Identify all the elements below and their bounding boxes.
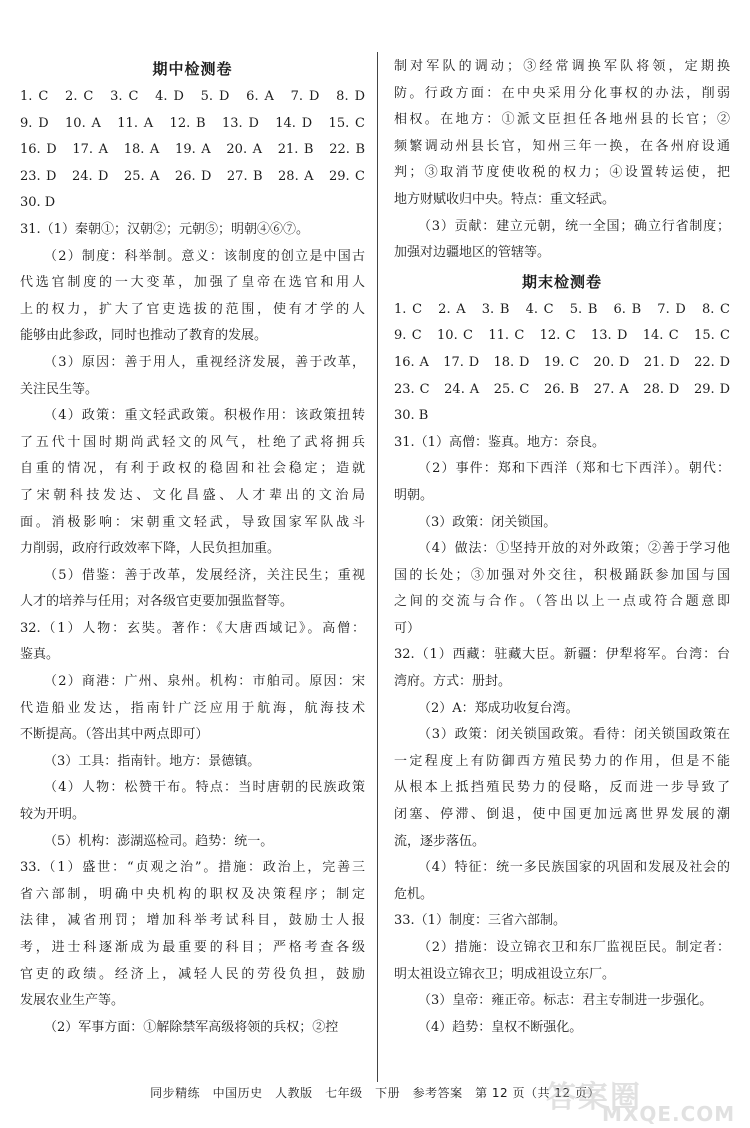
answer-line: 32.（1）人物：玄奘。著作：《大唐西域记》。高僧： (20, 620, 365, 636)
answer-line: 力削弱，政府行政效率下降，人民负担加重。 (20, 541, 281, 557)
answer-line: （3）政策：闭关锁国政策。看待：闭关锁国政策在 (418, 727, 730, 743)
midterm-heading: 期中检测卷 (152, 60, 233, 78)
answer-line: 国的长处；③加强对外交往，积极踊跃参加国与国 (394, 567, 730, 583)
answer-line: 较为开明。 (20, 807, 86, 823)
answer-line: 31.（1）秦朝①；汉朝②；元朝⑤；明朝④⑥⑦。 (20, 221, 309, 237)
answer-line: （4）人物：松赞干布。特点：当时唐朝的民族政策 (44, 780, 365, 796)
answer-line: （4）做法：①坚持开放的对外政策；②善于学习他 (418, 541, 730, 557)
answer-line: 之间的交流与合作。（答出以上一点或符合题意即 (394, 594, 730, 610)
answer-line: 23. D 24. D 25. A 26. D 27. B 28. A 29. C (20, 168, 365, 184)
answer-line: 省六部制，明确中央机构的职权及决策程序；制定 (20, 886, 365, 902)
answer-line: （4）政策：重文轻武政策。积极作用：该政策扭转 (44, 408, 365, 424)
answer-line: 33.（1）盛世：“贞观之治”。措施：政治上，完善三 (20, 860, 365, 876)
answer-line: 32.（1）西藏：驻藏大臣。新疆：伊犁将军。台湾：台 (394, 647, 730, 663)
answer-line: （2）措施：设立锦衣卫和东厂监视臣民。制定者： (418, 940, 730, 955)
final-exam-heading: 期末检测卷 (521, 272, 602, 291)
answer-line: 不断提高。（答出其中两点即可） (20, 727, 209, 743)
answer-line: 发展农业生产等。 (20, 993, 125, 1009)
answer-line: 16. D 17. A 18. A 19. A 20. A 21. B 22. B (20, 142, 365, 158)
answer-line: 面。消极影响：宋朝重文轻武，导致国家军队战斗 (20, 514, 365, 530)
answer-line: 防。行政方面：在中央采用分化事权的办法，削弱 (394, 85, 730, 101)
answer-line: 关注民生等。 (20, 381, 99, 397)
answer-line: （2）事件：郑和下西洋（郑和七下西洋）。朝代： (418, 461, 730, 477)
answer-line: 官吏的政绩。经济上，减轻人民的劳役负担，鼓励 (20, 966, 365, 982)
answer-line: 了五代十国时期尚武轻文的风气，杜绝了武将拥兵 (20, 434, 365, 450)
answer-line: （3）政策：闭关锁国。 (418, 514, 557, 530)
column-divider (377, 52, 378, 1082)
answer-line: （2）A：郑成功收复台湾。 (418, 700, 579, 716)
left-answer-lines (20, 84, 365, 1041)
answer-line: （5）借鉴：善于改革，发展经济，关注民生；重视 (44, 567, 365, 583)
answer-line: 23. C 24. A 25. C 26. B 27. A 28. D 29. D (394, 381, 730, 397)
answer-line: （2）商港：广州、泉州。机构：市舶司。原因：宋 (44, 674, 365, 690)
answer-line: 明朝。 (394, 487, 434, 503)
answer-line: 危机。 (394, 886, 434, 902)
answer-line: 可） (394, 620, 421, 636)
answer-line: 从根本上抵挡殖民势力的侵略，反而进一步导致了 (394, 780, 730, 796)
answer-line: 判；③取消节度使收税的权力；④设置转运使，把 (394, 165, 730, 181)
right-column (394, 54, 730, 1041)
answer-line: （3）原因：善于用人，重视经济发展，善于改革， (44, 354, 365, 370)
answer-line: 制对军队的调动；③经常调换军队将领，定期换 (394, 59, 730, 74)
right-answer-lines (394, 297, 730, 1042)
answer-line: （4）趋势：皇权不断强化。 (418, 1019, 583, 1035)
answer-line: 1. C 2. C 3. C 4. D 5. D 6. A 7. D 8. D (20, 89, 365, 104)
watermark-brand: 答案圈 (546, 1080, 642, 1115)
answer-line: 闭塞、停滞、倒退，使中国更加远离世界发展的潮 (394, 807, 730, 823)
answer-line: 湾府。方式：册封。 (394, 674, 512, 690)
answer-line: 了宋朝科技发达、文化昌盛、人才辈出的文治局 (20, 487, 365, 503)
answer-line: 上的权力，扩大了官吏选拔的范围，使有才学的人 (20, 301, 365, 317)
answer-line: 9. C 10. C 11. C 12. C 13. D 14. C 15. C (394, 328, 730, 344)
watermark-site: MXQE.COM (602, 1102, 736, 1126)
page-footer: 同步精练 中国历史 人教版 七年级 下册 参考答案 第 12 页（共 12 页） (150, 1086, 600, 1100)
answer-line: 法律，减省刑罚；增加科举考试科目，鼓励士人报 (20, 913, 365, 929)
answer-line: 33.（1）制度：三省六部制。 (394, 913, 566, 929)
answer-line: 1. C 2. A 3. B 4. C 5. B 6. B 7. D 8. C (394, 301, 730, 317)
answer-line: （3）皇帝：雍正帝。标志：君主专制进一步强化。 (418, 993, 713, 1009)
answer-line: （5）机构：澎湖巡检司。趋势：统一。 (44, 833, 274, 849)
answer-line: （3）贡献：建立元朝，统一全国；确立行省制度； (418, 218, 730, 234)
answer-line: 9. D 10. A 11. A 12. B 13. D 14. D 15. C (20, 115, 365, 131)
answer-line: （4）特征：统一多民族国家的巩固和发展及社会的 (418, 860, 730, 876)
answer-line: （2）制度：科举制。意义：该制度的创立是中国古 (44, 248, 365, 264)
answer-line: 流，逐步落伍。 (394, 833, 486, 849)
answer-line: 加强对边疆地区的管辖等。 (394, 245, 551, 261)
watermark-logo (546, 1072, 736, 1124)
answer-line: 频繁调动州县长官，知州三年一换，在各州府设通 (394, 138, 730, 154)
answer-line: 地方财赋收归中央。特点：重文轻武。 (394, 191, 616, 207)
answer-line: 自重的情况，有利于政权的稳固和社会稳定；造就 (20, 461, 365, 477)
answer-line: 30. D (20, 195, 56, 211)
right-continued-lines (394, 54, 730, 267)
answer-line: 代造船业发达，指南针广泛应用于航海，航海技术 (20, 700, 365, 716)
answer-line: （3）工具：指南针。地方：景德镇。 (44, 753, 261, 769)
answer-line: （2）军事方面：①解除禁军高级将领的兵权；②控 (44, 1019, 339, 1035)
answer-line: 30. B (394, 408, 429, 424)
answer-line: 代选官制度的一大变革，加强了皇帝在选官和用人 (20, 275, 365, 291)
answer-line: 相权。在地方：①派文臣担任各地州县的长官；② (394, 112, 730, 128)
left-column (20, 54, 365, 1041)
answer-line: 鉴真。 (20, 647, 60, 663)
answer-line: 人才的培养与任用；对各级官吏要加强监督等。 (20, 594, 294, 610)
answer-line: 一定程度上有防御西方殖民势力的作用，但是不能 (394, 753, 730, 769)
answer-line: 考，进士科逐渐成为最重要的科目；严格考查各级 (20, 940, 365, 955)
answer-line: 31.（1）高僧：鉴真。地方：奈良。 (394, 434, 605, 450)
answer-line: 明太祖设立锦衣卫；明成祖设立东厂。 (394, 966, 616, 982)
answer-line: 能够由此参政，同时也推动了教育的发展。 (20, 328, 268, 344)
answer-line: 16. A 17. D 18. D 19. C 20. D 21. D 22. D (394, 354, 730, 370)
